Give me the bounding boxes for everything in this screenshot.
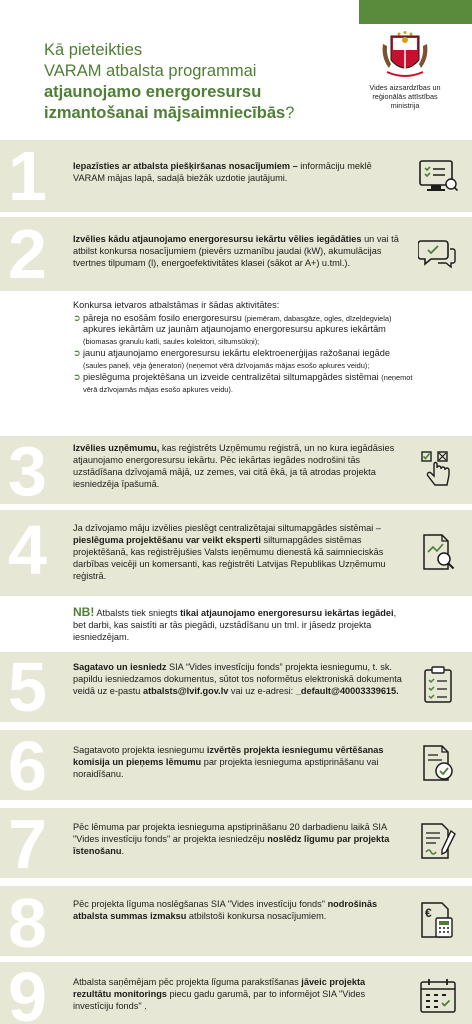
step-5-text: Sagatavo un iesniedz SIA “Vides investīciju fonds” projekta iesniegumu, t. sk. papildu iesniedzamos dokumentus, sūtot tos noformētus elektroniskā dokumenta veidā uz e-pastu atbalsts@lvif.gov.lv vai uz e-adresi: _default@40003339615. <box>73 662 402 696</box>
activity-item: ➲ jaunu atjaunojamo energoresursu iekārtu elektroenerģijas ražošanai iegāde (saules paneļi, vēja ģeneratori) (neņemot vērā dzīvojamās mājas esošo apkures veidu); <box>73 348 390 370</box>
activity-item: ➲ pāreja no esošām fosilo energoresursu (piemēram, dabasgāze, ogles, dīzeļdegviela) apkures iekārtām uz jaunām atjaunojamo energoresursu apkures iekārtām (biomasas granulu katli, saules kolektori, siltumsūkņi); <box>73 312 392 346</box>
title-line-3: atjaunojamo energoresursu <box>44 83 262 101</box>
page-title <box>44 40 344 124</box>
step-7-text: Pēc lēmuma par projekta iesnieguma apstiprināšanu 20 darbadienu laikā SIA "Vides investīciju fonds" ar projekta iesniedzēju noslēdz līgumu par projekta īstenošanu. <box>73 822 390 856</box>
step-9-text: Atbalsta saņēmējam pēc projekta līguma parakstīšanas jāveic projekta rezultātu monitorings piecu gadu garumā, par to informējot SIA "Vides investīciju fonds" . <box>73 977 366 1011</box>
activities-list <box>73 300 413 395</box>
title-line-4: izmantošanai mājsaimniecībās <box>44 104 286 122</box>
title-line-2: VARAM atbalsta programmai <box>44 62 257 80</box>
chat-bubbles-icon <box>418 235 458 275</box>
step-3-number: 3 <box>8 432 47 510</box>
title-question-mark: ? <box>285 104 295 122</box>
activity-item: ➲ pieslēguma projektēšana un izveide centralizētai siltumapgādes sistēmai (neņemot vērā dzīvojamās mājas esošo apkures veidu). <box>73 372 413 394</box>
step-7-number: 7 <box>8 805 47 883</box>
step-4-number: 4 <box>8 511 47 589</box>
step-1-text: Iepazīsties ar atbalsta piešķiršanas nosacījumiem – informāciju meklē VARAM mājas lapā, sadaļā biežāk uzdotie jautājumi. <box>73 161 372 183</box>
arrow-bullet-icon: ➲ <box>73 348 81 358</box>
title-line-1: Kā pieteikties <box>44 41 143 59</box>
step-6-text: Sagatavoto projekta iesniegumu izvērtēs projekta iesniegumu vērtēšanas komisija un pieņems lēmumu par projekta iesnieguma apstiprināšanu vai noraidīšanu. <box>73 745 384 779</box>
ministry-name-line-1: Vides aizsardzības un <box>369 83 441 92</box>
arrow-bullet-icon: ➲ <box>73 312 81 323</box>
nb-note: NB! Atbalsts tiek sniegts tikai atjaunojamo energoresursu iekārtas iegādei, bet darbi, kas saistīti ar tās piegādi, uzstādīšanu un tml. ir jāsedz projekta iesniedzējam. <box>73 605 397 642</box>
clipboard-checklist-icon <box>418 665 458 705</box>
svg-text:€: € <box>425 906 432 920</box>
coat-of-arms-icon <box>379 30 431 80</box>
document-magnifier-icon <box>418 532 458 572</box>
step-5-number: 5 <box>8 648 47 726</box>
ministry-name-line-3: ministrija <box>390 101 420 110</box>
step-1-number: 1 <box>8 137 47 215</box>
document-checkmark-icon <box>418 743 458 783</box>
step-6-number: 6 <box>8 727 47 805</box>
calendar-icon <box>418 975 458 1015</box>
top-accent-bar <box>359 0 472 24</box>
nb-label: NB! <box>73 605 95 619</box>
computer-checklist-icon <box>418 157 458 197</box>
step-9-number: 9 <box>8 958 47 1024</box>
step-8-text: Pēc projekta līguma noslēgšanas SIA "Vides investīciju fonds" nodrošinās atbalsta summas izmaksu atbilstoši konkursa nosacījumiem. <box>73 899 378 921</box>
step-2-text: Izvēlies kādu atjaunojamo energoresursu iekārtu vēlies iegādāties un vai tā atbilst konkursa nosacījumiem (pievērs uzmanību jaudai (kW), akumulācijas tvertnes tilpumam (l), energoefektivitātes klasei (sākot ar A+) u.tml.). <box>73 234 399 268</box>
hand-touch-checkbox-icon <box>418 448 458 488</box>
step-3-text: Izvēlies uzņēmumu, kas reģistrēts Uzņēmumu reģistrā, un no kura iegādāsies atjaunojamo energoresursu iekārtu. Pēc iekārtas iegādes nodrošini tās uzstādīšana dzīvojamā mājā, uz zemes, vai citā ēkā, ja tā atrodas projekta iesniedzēja īpašumā. <box>73 443 395 489</box>
ministry-logo <box>350 30 460 110</box>
arrow-bullet-icon: ➲ <box>73 372 81 382</box>
activities-intro: Konkursa ietvaros atbalstāmas ir šādas aktivitātes: <box>73 300 280 310</box>
contract-pen-icon <box>418 821 458 861</box>
step-8-number: 8 <box>8 884 47 962</box>
euro-calculator-icon <box>418 900 458 940</box>
step-4-text: Ja dzīvojamo māju izvēlies pieslēgt centralizētajai siltumapgādes sistēmai – pieslēguma projektēšanu var veikt eksperti siltumapgādes sistēmas projektēšanā, kas reģistrējušies Valsts ieņēmumu dienestā kā saimnieciskās darbības veicēji un komersanti, kas reģistrēti Latvijas Republikas Uzņēmumu reģistrā. <box>73 523 386 581</box>
step-2-number: 2 <box>8 215 47 293</box>
ministry-name-line-2: reģionālās attīstības <box>372 92 438 101</box>
